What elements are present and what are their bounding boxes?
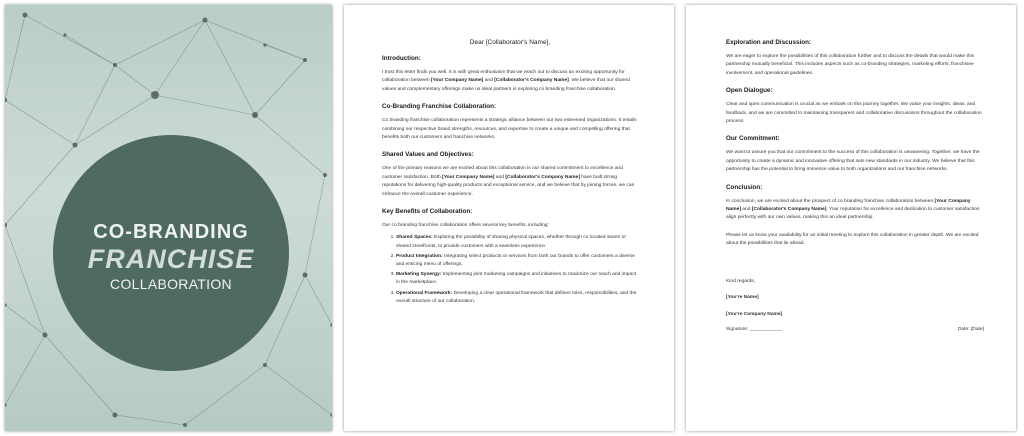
list-item: 2. Product Integration: Integrating select products or services from both our brands to offer customers a diverse and enticing menu of offerings. <box>396 253 638 269</box>
list-item: 4. Operational Framework: Developing a clear operational framework that defines roles, responsibilities, and the overall structure of our collaboration. <box>396 290 638 306</box>
cover-title-line2: FRANCHISE <box>87 243 255 274</box>
open-dialogue-paragraph: Clear and open communication is crucial as we embark on this journey together. We value your insights, ideas, and feedback, and we are committed to maintaining transparent and collaborative discussions throughout the collaboration process. <box>726 102 982 125</box>
closing-regards: Kind regards, <box>726 278 756 284</box>
cover-title-line3: COLLABORATION <box>110 275 232 292</box>
key-benefits-intro: Our co branding franchise collaboration offers several key benefits, including: <box>382 223 549 229</box>
key-benefits-heading: Key Benefits of Collaboration: <box>382 208 473 216</box>
list-item: 3. Marketing Synergy: Implementing joint marketing campaigns and initiatives to maximize our reach and impact in the marketplace. <box>396 271 638 287</box>
exploration-heading: Exploration and Discussion: <box>726 39 812 46</box>
cobranding-heading: Co-Branding Franchise Collaboration: <box>382 103 497 111</box>
shared-values-heading: Shared Values and Objectives: <box>382 151 474 159</box>
cover-title-line1: CO-BRANDING <box>93 220 249 243</box>
letter-page-1 <box>344 5 674 431</box>
letter-page-2 <box>686 5 1016 431</box>
commitment-paragraph: We want to assure you that our commitment to the success of this collaboration is unwavering. Together, we have the opportunity to create a dynamic and innovative offering that sets new standards in our industry. We believe that this partnership has the potential to bring immense value to both organizations and our franchise networks. <box>726 150 980 173</box>
cover-page <box>5 5 332 431</box>
date-line: Date: [Date] <box>957 326 984 332</box>
signature-line: Signature: ____________ <box>726 326 783 332</box>
key-benefits-list <box>382 234 638 306</box>
commitment-heading: Our Commitment: <box>726 135 780 143</box>
signature-row <box>726 327 984 332</box>
salutation: Dear [Collaborator's Name], <box>469 39 551 46</box>
introduction-heading: Introduction: <box>382 55 421 62</box>
conclusion-paragraph: In conclusion, we are excited about the prospect of co branding franchise collaboration between [Your Company Name] and [Collaborator's Company Name]. Your reputation for excellence and dedication to customer satisfaction align perfectly with our own values, making this an ideal partnership. <box>726 198 980 221</box>
sender-company: [You're Company Name] <box>726 311 783 317</box>
shared-values-paragraph: One of the primary reasons we are excited about this collaboration is our shared commitment to excellence and customer satisfaction. Both [Your Company Name] and [Collaborator's Company Name] have built strong reputations for delivering high-quality products and exceptional service, and we believe that by joining forces, we can enhance the overall customer experience. <box>382 166 635 197</box>
list-item: 1. Shared Spaces: Exploring the possibility of sharing physical spaces, whether through co located stores or shared storefronts, to provide customers with a seamless experience. <box>396 234 638 250</box>
sender-name: [You're Name] <box>726 295 759 301</box>
conclusion-heading: Conclusion: <box>726 183 763 191</box>
exploration-paragraph: We are eager to explore the possibilities of this collaboration further and to discuss the details that would make this partnership mutually beneficial. This includes aspects such as co-branding strategies, marketing efforts, franchisee involvement, and operational guidelines. <box>726 54 975 76</box>
cover-title-circle <box>53 135 289 371</box>
open-dialogue-heading: Open Dialogue: <box>726 87 773 95</box>
conclusion-paragraph-2: Please let us know your availability for an initial meeting to explore this collaboration in greater depth. We are excited about the possibilities that lie ahead. <box>726 232 979 247</box>
introduction-paragraph: I trust this letter finds you well. It is with great enthusiasm that we reach out to discuss an exciting opportunity for collaboration between [Your Company Name] and [Collaborator's Company Name]. We believe that our shared values and complementary offerings make us ideal partners in exploring co branding franchise collaboration. <box>382 70 630 92</box>
cobranding-paragraph: Co branding franchise collaboration represents a strategic alliance between our two esteemed organizations. It entails combining our respective brand strengths, resources, and expertise to create a unique and compelling offering that benefits both our customers and franchise networks. <box>382 118 637 141</box>
